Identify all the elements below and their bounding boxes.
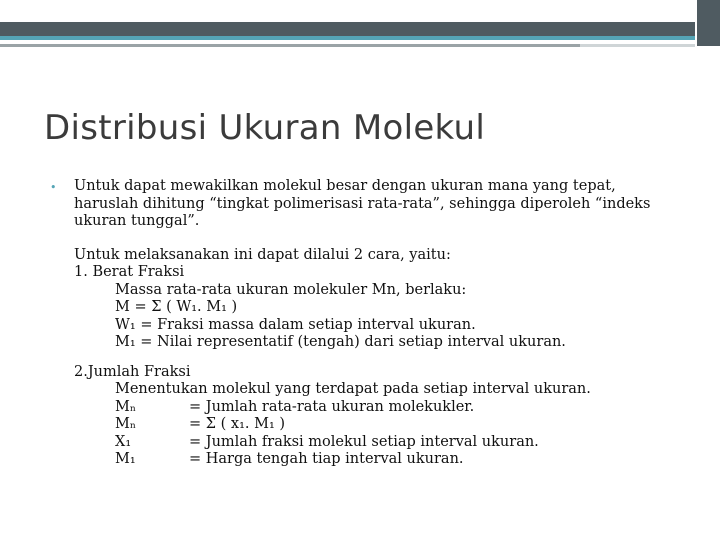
definition-row: [115, 399, 676, 417]
method2-rows: [115, 399, 676, 469]
row-text: = Jumlah rata-rata ukuran molekukler.: [189, 398, 475, 415]
header-corner-block: [697, 0, 720, 46]
header-underline-light: [580, 44, 695, 47]
slide-body: [50, 178, 676, 469]
row-symbol: Mₙ: [115, 416, 137, 432]
slide-title: Distribusi Ukuran Molekul: [44, 108, 486, 148]
method1-formula: M = Σ ( W₁. M₁ ): [115, 299, 238, 315]
row-text: = Harga tengah tiap interval ukuran.: [189, 451, 464, 467]
method1-heading: 1. Berat Fraksi: [74, 264, 185, 280]
top-decoration: [0, 0, 720, 24]
header-band: [0, 22, 695, 36]
method1-def-w: W₁ = Fraksi massa dalam setiap interval ukuran.: [115, 316, 476, 333]
row-text: = Jumlah fraksi molekul setiap interval ukuran.: [189, 433, 539, 450]
definition-row: [115, 451, 676, 469]
method1-line: Massa rata-rata ukuran molekuler Mn, berlaku:: [115, 281, 467, 298]
row-text: = Σ ( x₁. M₁ ): [189, 416, 286, 432]
method-intro: Untuk melaksanakan ini dapat dilalui 2 cara, yaitu:: [74, 246, 451, 263]
intro-paragraph: Untuk dapat mewakilkan molekul besar dengan ukuran mana yang tepat, haruslah dihitung “tingkat polimerisasi rata-rata”, sehingga diperoleh “indeks ukuran tunggal”.: [74, 178, 651, 229]
row-symbol: M₁: [115, 451, 136, 467]
bullet-icon: •: [50, 181, 57, 194]
method1-def-m: M₁ = Nilai representatif (tengah) dari setiap interval ukuran.: [115, 334, 566, 350]
method2-line: Menentukan molekul yang terdapat pada setiap interval ukuran.: [115, 381, 591, 397]
definition-row: [115, 416, 676, 434]
header-accent-line: [0, 36, 695, 40]
header-underline: [0, 44, 580, 47]
row-symbol: X₁: [115, 433, 132, 450]
method2-heading: 2.Jumlah Fraksi: [74, 363, 191, 380]
row-symbol: Mₙ: [115, 398, 137, 415]
definition-row: [115, 434, 676, 452]
